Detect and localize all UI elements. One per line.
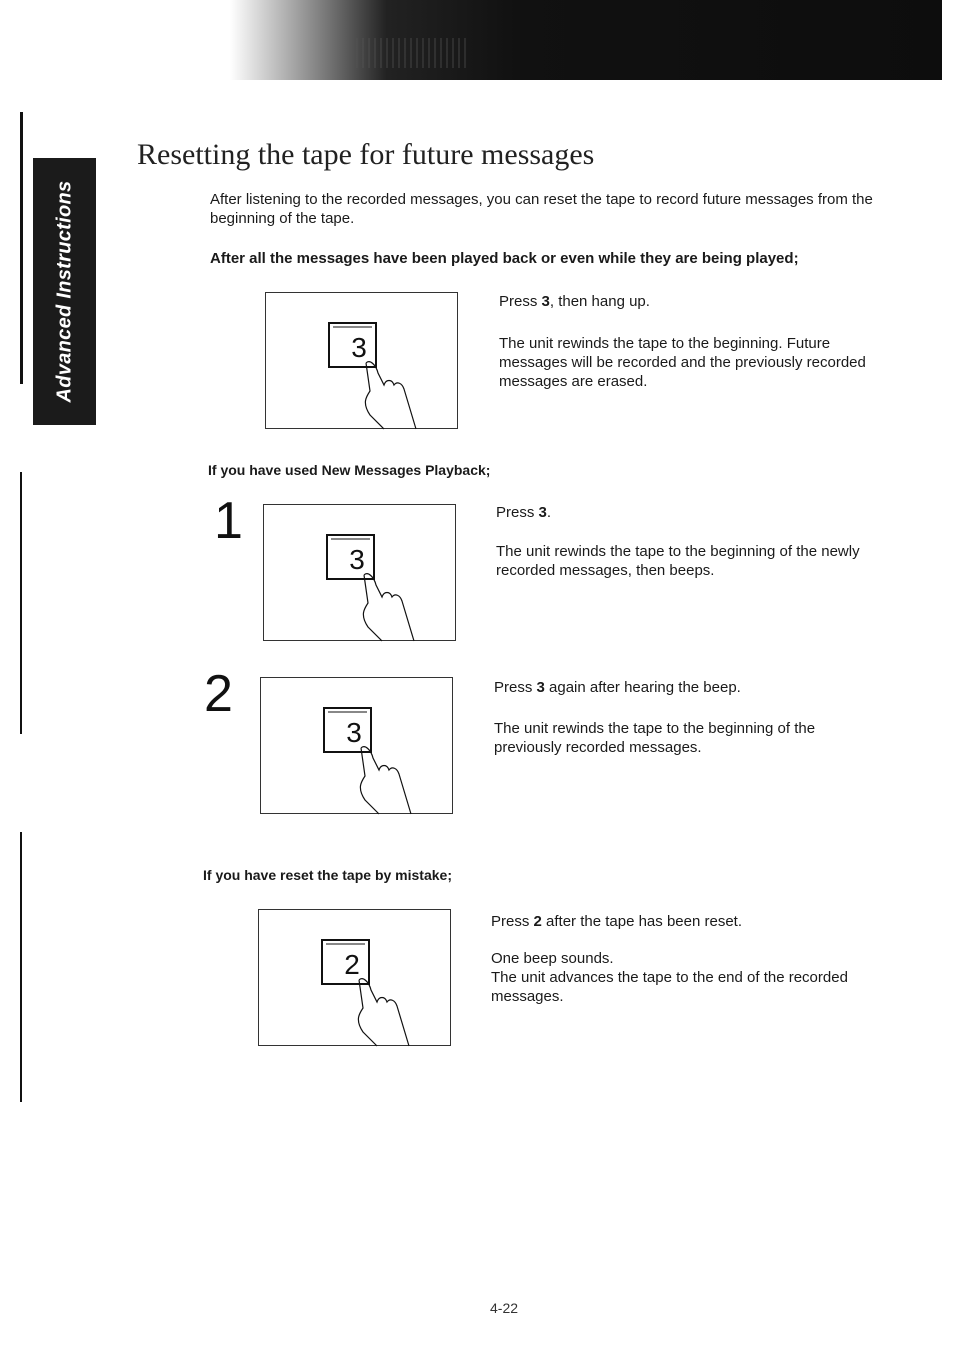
instruction-suffix: .	[546, 504, 552, 521]
instruction-prefix: Press	[491, 913, 534, 930]
instruction-prefix: Press	[499, 293, 542, 310]
instruction-prefix: Press	[496, 504, 539, 521]
margin-rule	[20, 832, 22, 1102]
key-label: 3	[346, 717, 362, 748]
key-label: 3	[351, 332, 367, 363]
step-number: 2	[204, 665, 233, 723]
instruction-key: 3	[541, 293, 550, 310]
result-text: The unit rewinds the tape to the beginning of the newly recorded messages, then beeps.	[496, 543, 860, 579]
page-title: Resetting the tape for future messages	[137, 138, 595, 171]
result-text: The unit advances the tape to the end of the recorded messages.	[491, 969, 848, 1005]
margin-rule	[20, 112, 23, 384]
result-text: One beep sounds.	[491, 950, 614, 967]
instruction-prefix: Press	[494, 679, 537, 696]
intro-paragraph: After listening to the recorded messages, you can reset the tape to record future messages from the beginning of the tape.	[210, 191, 873, 227]
result-text: The unit rewinds the tape to the beginning of the previously recorded messages.	[494, 720, 816, 756]
section-heading: After all the messages have been played back or even while they are being played;	[210, 250, 799, 267]
instruction-key: 3	[538, 504, 547, 521]
key-label: 2	[344, 949, 360, 980]
section-heading: If you have reset the tape by mistake;	[203, 867, 452, 883]
page-number: 4-22	[490, 1300, 519, 1316]
instruction-suffix: after the tape has been reset.	[541, 913, 742, 930]
section-tab	[33, 158, 96, 425]
key-press-illustration	[258, 909, 451, 1046]
key-press-illustration	[260, 677, 453, 814]
key-label: 3	[349, 544, 365, 575]
margin-rule	[20, 472, 22, 734]
section-tab-label: Advanced Instructions	[53, 180, 75, 403]
key-press-illustration	[263, 504, 456, 641]
section-heading: If you have used New Messages Playback;	[208, 462, 491, 478]
instruction-text	[491, 912, 891, 931]
instruction-text	[496, 503, 896, 522]
header-texture	[350, 38, 470, 68]
header-band	[230, 0, 942, 80]
instruction-key: 2	[533, 913, 542, 930]
instruction-text	[499, 292, 899, 311]
instruction-key: 3	[536, 679, 545, 696]
instruction-text	[494, 678, 894, 697]
key-press-illustration	[265, 292, 458, 429]
instruction-suffix: , then hang up.	[549, 293, 650, 310]
instruction-suffix: again after hearing the beep.	[544, 679, 741, 696]
result-text: The unit rewinds the tape to the beginning. Future messages will be recorded and the previously recorded messages are erased.	[499, 335, 866, 390]
step-number: 1	[214, 492, 243, 550]
